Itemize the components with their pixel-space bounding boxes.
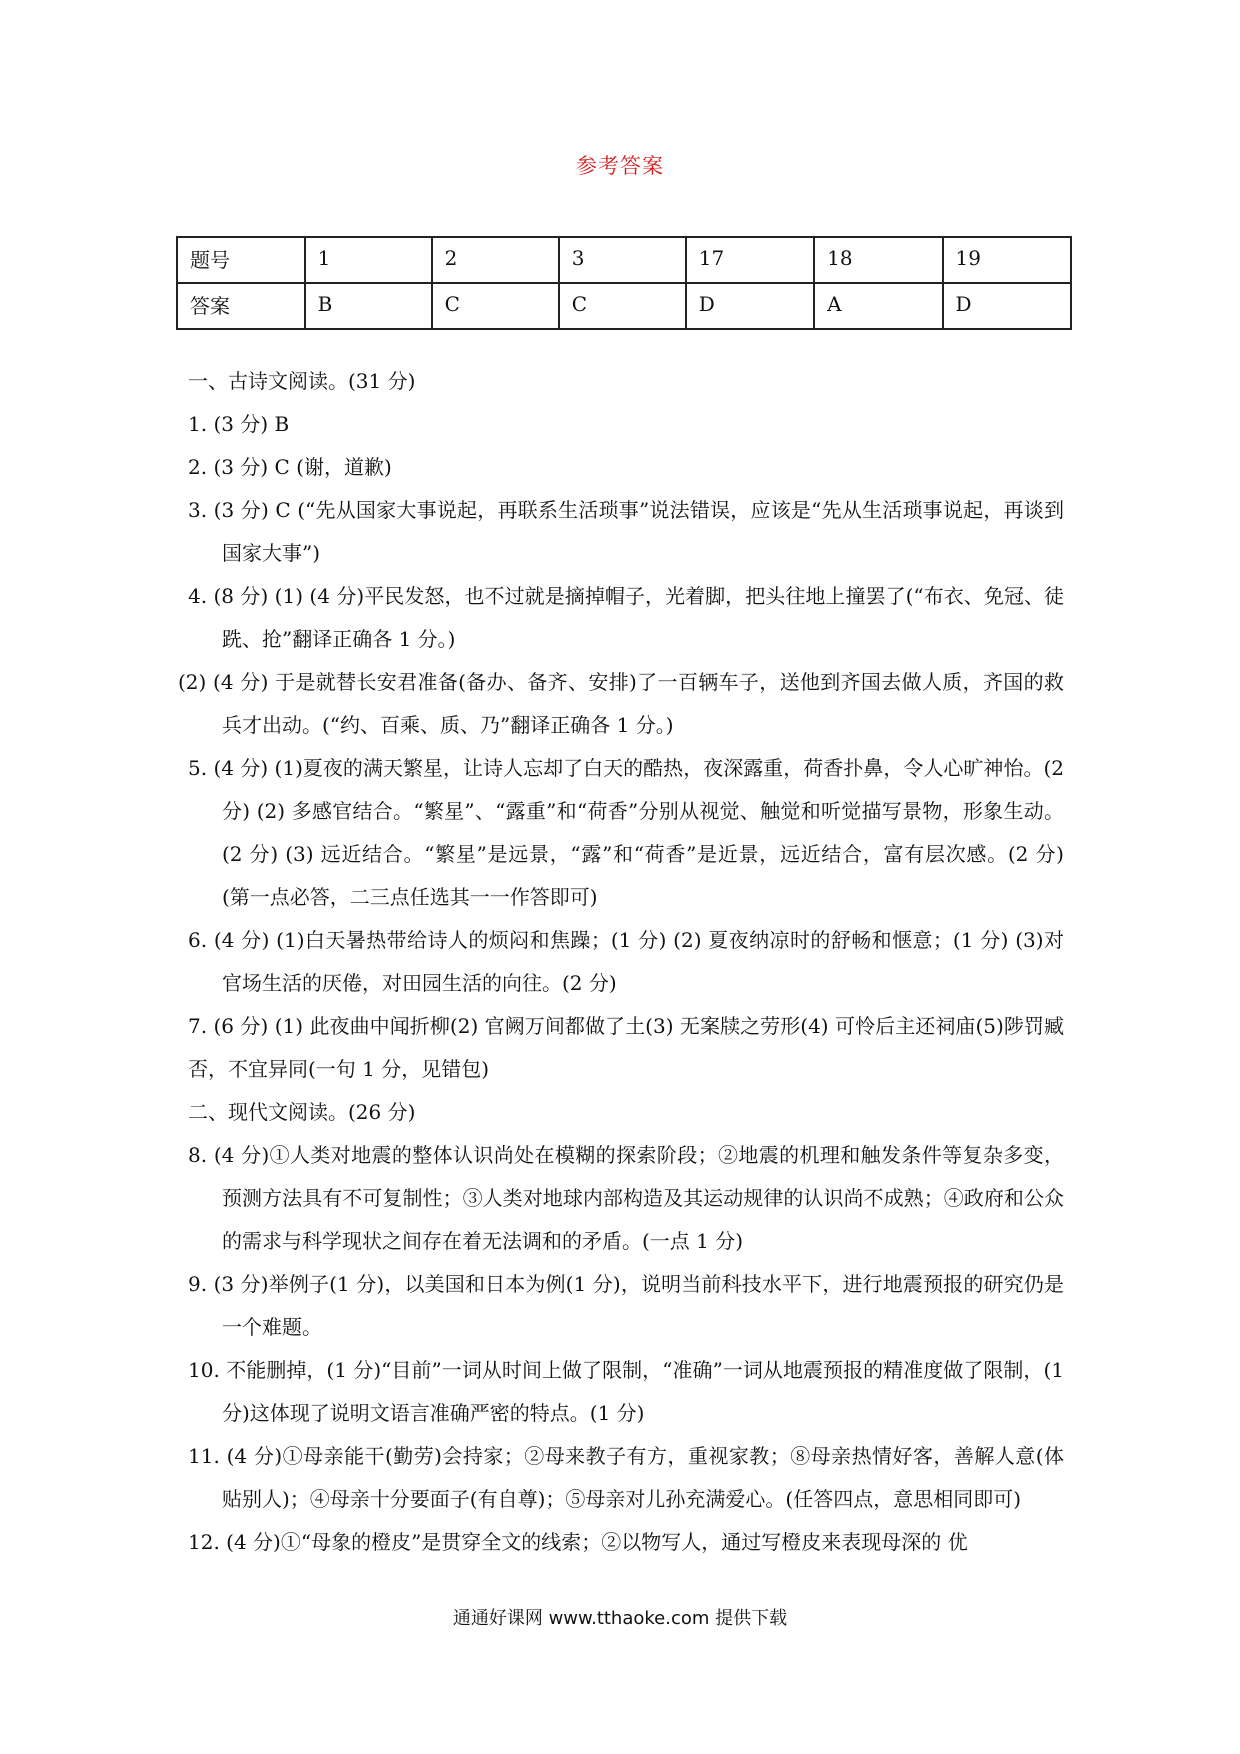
table-cell: 18: [814, 237, 942, 283]
answer-table: [176, 236, 1072, 330]
table-cell: D: [686, 283, 814, 329]
answer-item: 7. (6 分) (1) 此夜曲中闻折柳(2) 官阙万间都做了土(3) 无案牍之劳形(4) 可怜后主还祠庙(5)陟罚臧否，不宜异同(一句 1 分，见错包): [188, 1014, 1064, 1081]
answer-item: 11. (4 分)①母亲能干(勤劳)会持家；②母来教子有方，重视家教；⑧母亲热情好客，善解人意(体贴别人)；④母亲十分要面子(有自尊)；⑤母亲对儿孙充满爱心。(任答四点，意思相同即可): [188, 1444, 1064, 1511]
table-cell: A: [814, 283, 942, 329]
page-footer: 通通好课网 www.tthaoke.com 提供下载: [452, 1608, 788, 1629]
table-cell: 3: [559, 237, 686, 283]
table-cell: 19: [943, 237, 1071, 283]
table-cell: C: [432, 283, 559, 329]
table-row: [177, 237, 1071, 283]
section-heading: 二、现代文阅读。(26 分): [188, 1100, 416, 1124]
answer-item: (2) (4 分) 于是就替长安君准备(备办、备齐、安排)了一百辆车子，送他到齐国去做人质，齐国的救兵才出动。(“约、百乘、质、乃”翻译正确各 1 分。): [178, 670, 1064, 737]
page-title: 参考答案: [576, 154, 664, 178]
table-cell: 题号: [177, 237, 305, 283]
table-cell: 答案: [177, 283, 305, 329]
table-cell: D: [943, 283, 1071, 329]
answer-item: 9. (3 分)举例子(1 分)，以美国和日本为例(1 分)，说明当前科技水平下，进行地震预报的研究仍是一个难题。: [188, 1272, 1064, 1339]
answer-item: 6. (4 分) (1)白天暑热带给诗人的烦闷和焦躁；(1 分) (2) 夏夜纳凉时的舒畅和惬意；(1 分) (3)对官场生活的厌倦，对田园生活的向往。(2 分): [188, 928, 1064, 995]
answer-item: 8. (4 分)①人类对地震的整体认识尚处在模糊的探索阶段；②地震的机理和触发条件等复杂多变，预测方法具有不可复制性；③人类对地球内部构造及其运动规律的认识尚不成熟；④政府和公众的需求与科学现状之间存在着无法调和的矛盾。(一点 1 分): [188, 1143, 1064, 1253]
section-heading: 一、古诗文阅读。(31 分): [188, 369, 416, 393]
table-row: [177, 283, 1071, 329]
table-cell: B: [305, 283, 432, 329]
answer-item: 2. (3 分) C (谢，道歉): [188, 455, 392, 479]
table-cell: C: [559, 283, 686, 329]
answer-item: 12. (4 分)①“母象的橙皮”是贯穿全文的线索；②以物写人，通过写橙皮来表现母深的 优: [188, 1530, 968, 1554]
answer-content: [178, 360, 1064, 1564]
table-cell: 17: [686, 237, 814, 283]
answer-item: 3. (3 分) C (“先从国家大事说起，再联系生活琐事”说法错误，应该是“先从生活琐事说起，再谈到国家大事”): [188, 498, 1064, 565]
answer-item: 1. (3 分) B: [188, 412, 290, 436]
answer-item: 5. (4 分) (1)夏夜的满天繁星，让诗人忘却了白天的酷热，夜深露重，荷香扑鼻，令人心旷神怡。(2 分) (2) 多感官结合。“繁星”、“露重”和“荷香”分别从视觉、触觉和听觉描写景物，形象生动。(2 分) (3) 远近结合。“繁星”是远景，“露”和“荷香”是近景，远近结合，富有层次感。(2 分) (第一点必答，二三点任选其一一作答即可): [188, 756, 1064, 909]
answer-item: 10. 不能删掉，(1 分)“目前”一词从时间上做了限制，“准确”一词从地震预报的精准度做了限制，(1 分)这体现了说明文语言准确严密的特点。(1 分): [188, 1358, 1064, 1425]
answer-item: 4. (8 分) (1) (4 分)平民发怒，也不过就是摘掉帽子，光着脚，把头往地上撞罢了(“布衣、免冠、徒跣、抢”翻译正确各 1 分。): [188, 584, 1064, 651]
table-cell: 2: [432, 237, 559, 283]
table-cell: 1: [305, 237, 432, 283]
